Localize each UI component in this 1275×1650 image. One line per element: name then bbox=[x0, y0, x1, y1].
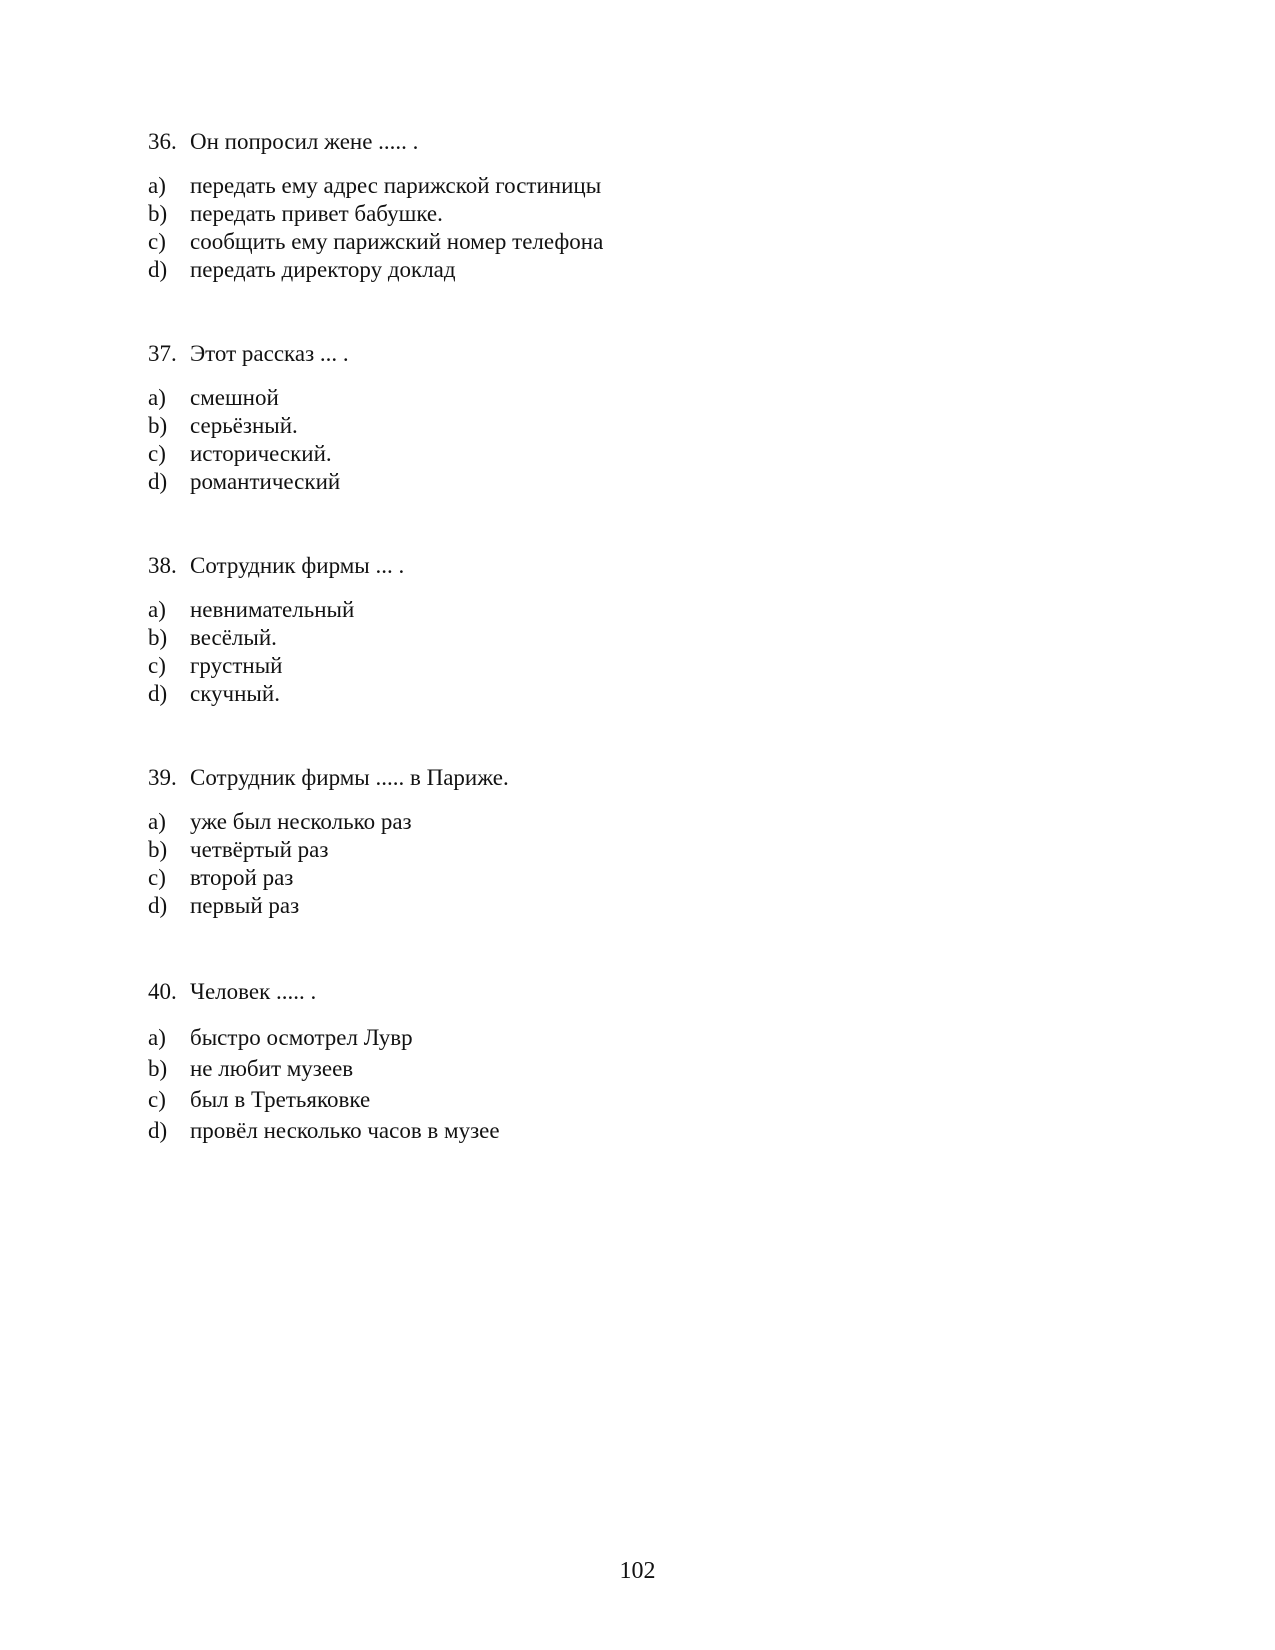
question-38 bbox=[148, 552, 1195, 708]
question-39 bbox=[148, 764, 1195, 920]
question-text: Сотрудник фирмы ..... в Париже. bbox=[190, 765, 509, 790]
option-c bbox=[148, 864, 1195, 892]
option-text: не любит музеев bbox=[190, 1056, 354, 1081]
option-letter: a) bbox=[148, 809, 166, 834]
option-b bbox=[148, 836, 1195, 864]
option-letter: d) bbox=[148, 469, 168, 494]
option-c bbox=[148, 1084, 1195, 1115]
option-text: грустный bbox=[190, 653, 283, 678]
option-letter: d) bbox=[148, 893, 168, 918]
option-b bbox=[148, 412, 1195, 440]
option-d bbox=[148, 1115, 1195, 1146]
option-b bbox=[148, 200, 1195, 228]
question-header bbox=[148, 764, 1195, 792]
question-text: Он попросил жене ..... . bbox=[190, 129, 419, 154]
option-letter: d) bbox=[148, 681, 168, 706]
option-text: серьёзный. bbox=[190, 413, 298, 438]
option-letter: c) bbox=[148, 865, 166, 890]
option-d bbox=[148, 468, 1195, 496]
option-d bbox=[148, 256, 1195, 284]
options-list bbox=[148, 596, 1195, 708]
options-list bbox=[148, 808, 1195, 920]
option-letter: c) bbox=[148, 653, 166, 678]
page-number: 102 bbox=[619, 1558, 656, 1584]
option-text: весёлый. bbox=[190, 625, 277, 650]
option-text: смешной bbox=[190, 385, 279, 410]
option-text: уже был несколько раз bbox=[190, 809, 412, 834]
question-text: Сотрудник фирмы ... . bbox=[190, 553, 405, 578]
option-letter: c) bbox=[148, 1087, 166, 1112]
option-letter: a) bbox=[148, 385, 166, 410]
option-letter: b) bbox=[148, 625, 168, 650]
questions-section bbox=[148, 128, 1195, 1202]
option-text: провёл несколько часов в музее bbox=[190, 1118, 500, 1143]
question-37 bbox=[148, 340, 1195, 496]
options-list bbox=[148, 172, 1195, 284]
question-40 bbox=[148, 978, 1195, 1146]
option-text: скучный. bbox=[190, 681, 280, 706]
option-letter: b) bbox=[148, 413, 168, 438]
question-header bbox=[148, 128, 1195, 156]
option-c bbox=[148, 652, 1195, 680]
option-d bbox=[148, 680, 1195, 708]
option-letter: b) bbox=[148, 837, 168, 862]
option-text: четвёртый раз bbox=[190, 837, 329, 862]
option-letter: c) bbox=[148, 229, 166, 254]
options-list bbox=[148, 384, 1195, 496]
option-b bbox=[148, 1053, 1195, 1084]
question-text: Этот рассказ ... . bbox=[190, 341, 349, 366]
option-a bbox=[148, 384, 1195, 412]
option-text: невнимательный bbox=[190, 597, 355, 622]
question-number: 36. bbox=[148, 129, 177, 154]
option-letter: a) bbox=[148, 173, 166, 198]
option-text: исторический. bbox=[190, 441, 332, 466]
option-d bbox=[148, 892, 1195, 920]
option-a bbox=[148, 808, 1195, 836]
option-letter: b) bbox=[148, 201, 168, 226]
option-b bbox=[148, 624, 1195, 652]
question-36 bbox=[148, 128, 1195, 284]
question-text: Человек ..... . bbox=[190, 979, 317, 1004]
option-c bbox=[148, 440, 1195, 468]
option-text: передать ему адрес парижской гостиницы bbox=[190, 173, 602, 198]
option-letter: c) bbox=[148, 441, 166, 466]
option-a bbox=[148, 172, 1195, 200]
question-number: 40. bbox=[148, 979, 177, 1004]
question-header bbox=[148, 340, 1195, 368]
option-text: второй раз bbox=[190, 865, 294, 890]
question-number: 37. bbox=[148, 341, 177, 366]
option-letter: a) bbox=[148, 1025, 166, 1050]
option-a bbox=[148, 596, 1195, 624]
option-letter: d) bbox=[148, 1118, 168, 1143]
option-c bbox=[148, 228, 1195, 256]
question-header bbox=[148, 552, 1195, 580]
options-list bbox=[148, 1022, 1195, 1146]
option-a bbox=[148, 1022, 1195, 1053]
page-footer bbox=[0, 1556, 1275, 1586]
option-text: передать привет бабушке. bbox=[190, 201, 443, 226]
option-text: быстро осмотрел Лувр bbox=[190, 1025, 413, 1050]
question-number: 38. bbox=[148, 553, 177, 578]
question-number: 39. bbox=[148, 765, 177, 790]
option-text: был в Третьяковке bbox=[190, 1087, 371, 1112]
option-letter: a) bbox=[148, 597, 166, 622]
question-header bbox=[148, 978, 1195, 1006]
option-text: передать директору доклад bbox=[190, 257, 456, 282]
option-letter: b) bbox=[148, 1056, 168, 1081]
option-text: сообщить ему парижский номер телефона bbox=[190, 229, 604, 254]
option-text: романтический bbox=[190, 469, 341, 494]
option-text: первый раз bbox=[190, 893, 300, 918]
option-letter: d) bbox=[148, 257, 168, 282]
